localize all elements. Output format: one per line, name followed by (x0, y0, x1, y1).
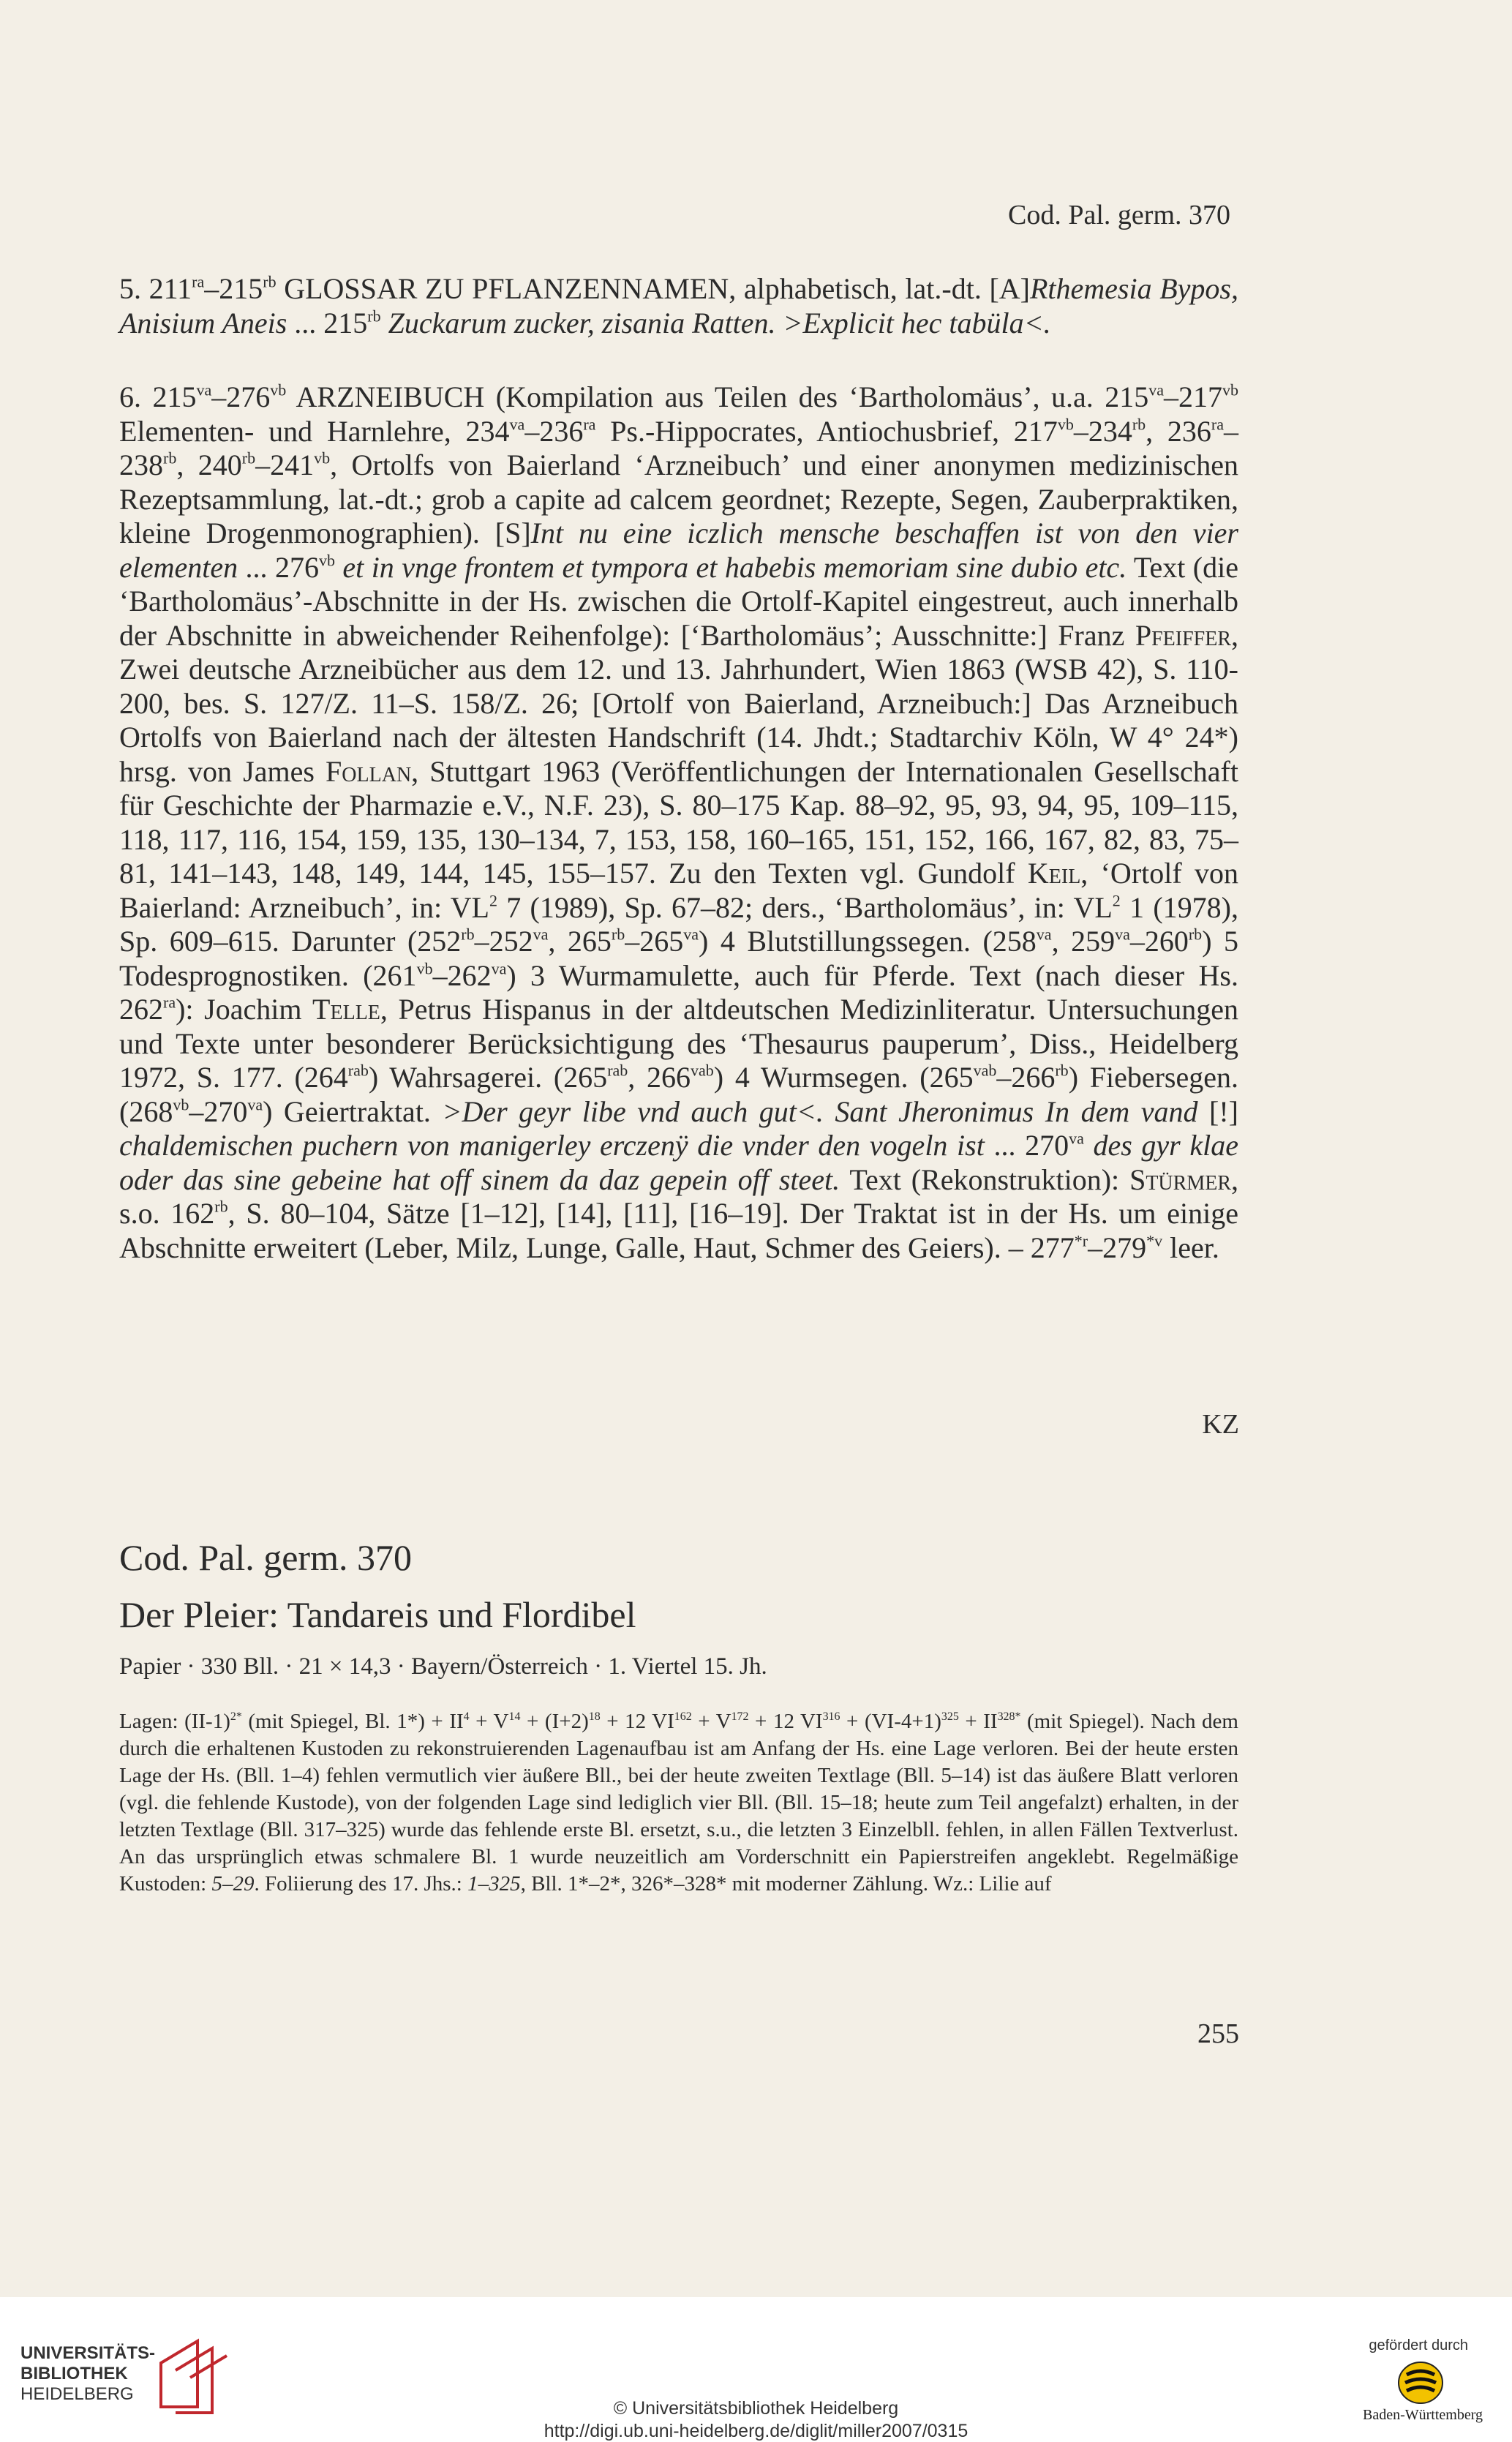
text: GLOSSAR ZU PFLANZENNAMEN, alphabetisch, lat.-dt. [A] (276, 272, 1030, 305)
text: ) 5 Todesprognostiken. (261 (119, 925, 1239, 992)
sup: rb (367, 307, 381, 326)
sup: 14 (508, 1710, 521, 1723)
sup: rb (241, 448, 256, 467)
codex-shelfmark: Cod. Pal. germ. 370 (119, 1537, 412, 1578)
author-name: Stürmer (1129, 1162, 1231, 1196)
text: Ps.-Hippocrates, Antiochusbrief, 217 (595, 414, 1058, 448)
text: Elementen- und Harnlehre, 234 (119, 414, 510, 448)
funder-name: Baden-Württemberg (1362, 2407, 1483, 2423)
text: , Stuttgart 1963 (Veröffentlichungen der Internationalen Gesellschaft für Geschichte der Pharmazie e.V., N.F. 23), S. 80–175 Kap. 88–92, 95, 93, 94, 95, 109–115, 118, 117, 116, 154, 159, 135, 130–134, 7, 153, 158, 160–165, 151, 152, 166, 167, 82, 83, 75–81, 141–143, 148, 149, 144, 145, 155–157. Zu den Texten vgl. Gundolf (119, 754, 1238, 890)
sup: va (1036, 925, 1052, 944)
text: –238 (119, 414, 1238, 481)
footer (0, 2297, 1512, 2441)
sup: va (509, 415, 525, 434)
text: 6. 215 (119, 380, 197, 413)
text: ... 270 (984, 1129, 1069, 1162)
text: ... 215 (287, 306, 368, 339)
text: 7 (1989), Sp. 67–82; ders., ‘Bartholomäus’, in: VL (497, 890, 1113, 924)
sup: rab (347, 1061, 369, 1080)
text: , Zwei deutsche Arzneibücher aus dem 12. und 13. Jahrhundert, Wien 1863 (WSB 42), S. 110-200, bes. S. 127/Z. 11–S. 158/Z. 26; [Ortolf von Baierland, Arzneibuch:] Das Arzneibuch Ortolfs von Baierland nach der ältesten Handschrift (14. Jhdt.; Stadtarchiv Köln, W 4° 24*) hrsg. von James (119, 618, 1238, 788)
text: –215 (204, 272, 263, 305)
text: ): Joachim (176, 993, 313, 1026)
text: , Bll. 1*–2*, 326*–328* mit moderner Zählung. Wz.: Lilie auf (520, 1872, 1052, 1896)
library-line: HEIDELBERG (20, 2384, 134, 2404)
text: ARZNEIBUCH (Kompilation aus Teilen des ‘Bartholomäus’, u.a. 215 (286, 380, 1149, 413)
sup: 316 (822, 1710, 840, 1723)
italic: des gyr klae oder das sine gebeine hat off sinem da daz gepein off steet. (119, 1129, 1238, 1196)
lagen-description (119, 1708, 1238, 1898)
sup: *r (1074, 1231, 1088, 1250)
italic: 5–29 (211, 1872, 255, 1896)
sup: va (196, 380, 212, 399)
text: Darunter (252 (279, 925, 462, 958)
sup: rb (214, 1197, 228, 1216)
text: ) 4 Blutstillungssegen. (258 (699, 925, 1037, 958)
text: , 266 (628, 1061, 691, 1094)
codex-title: Der Pleier: Tandareis und Flordibel (119, 1594, 636, 1635)
italic: Int nu eine iczlich mensche beschaffen ist von den vier elementen (119, 516, 1238, 584)
text: , 265 (548, 925, 612, 958)
library-line: UNIVERSITÄTS- (20, 2343, 156, 2363)
sup: 328* (997, 1710, 1021, 1723)
text: –260 (1129, 925, 1189, 958)
text: 5. 211 (119, 272, 192, 305)
sup: va (1148, 380, 1165, 399)
sup: va (491, 959, 507, 978)
text: , ‘Ortolf von Baierland: Arzneibuch’, in: VL (119, 857, 1238, 924)
text: –252 (474, 925, 533, 958)
text: , 259 (1051, 925, 1116, 958)
sup: vb (416, 959, 433, 978)
sup: vb (1057, 415, 1074, 434)
text: ) 4 Wurmsegen. (265 (713, 1061, 974, 1094)
italic: Rthemesia Bypos, Anisium Aneis (119, 272, 1238, 339)
text: (mit Spiegel, Bl. 1*) + II (241, 1710, 464, 1733)
text: ... 276 (238, 550, 319, 584)
italic: chaldemischen puchern von manigerley erczenÿ die vnder den vogeln ist (119, 1129, 985, 1162)
sup: 2 (1112, 891, 1121, 910)
sup: vb (270, 380, 287, 399)
sup: vab (973, 1061, 997, 1080)
text: ) 3 Wurmamulette, auch für Pferde. Text (nach dieser Hs. 262 (119, 958, 1238, 1026)
text: –236 (524, 414, 584, 448)
sup: 4 (463, 1710, 470, 1723)
italic: et in vnge frontem et tympora et habebis memoriam sine dubio etc. (334, 550, 1127, 584)
text: Text (Rekonstruktion): (840, 1162, 1130, 1196)
sup: ra (1211, 415, 1224, 434)
text: , Ortolfs von Baierland ‘Arzneibuch’ und einer anonymen medizinischen Rezeptsammlung, lat.-dt.; grob a capite ad calcem geordnet; Rezepte, Segen, Zauberpraktiken, kleine Drogenmonographien). [S] (119, 448, 1239, 549)
text: –270 (189, 1094, 248, 1128)
italic: >Der geyr libe vnd auch gut<. Sant Jheronimus In dem vand (442, 1094, 1198, 1128)
text: ) Geiertraktat. (263, 1094, 443, 1128)
text: –241 (255, 448, 315, 481)
text: + 12 VI (600, 1710, 674, 1733)
running-head: Cod. Pal. germ. 370 (1008, 200, 1230, 230)
sup: rb (461, 925, 475, 944)
sup: 2 (489, 891, 497, 910)
sup: vb (318, 551, 335, 570)
text: + V (691, 1710, 731, 1733)
italic: 1–325 (467, 1872, 521, 1896)
text: , S. 80–104, Sätze [1–12], [14], [11], [16–19]. Der Traktat ist in der Hs. um einige Abschnitte erweitert (Leber, Milz, Lunge, Galle, Haut, Schmer des Geiers). – 277 (119, 1197, 1238, 1264)
sup: rab (607, 1061, 628, 1080)
text: , s.o. 162 (119, 1162, 1238, 1230)
sup: 18 (588, 1710, 601, 1723)
text: + 12 VI (748, 1710, 823, 1733)
text: (mit Spiegel). Nach dem durch die erhaltenen Kustoden zu rekonstruierenden Lagenaufbau ist am Anfang der Hs. eine Lage verloren. Bei der heute ersten Lage der Hs. (Bll. 1–4) fehlen vermutlich vier äußere Bll., bei der heute zweiten Textlage (Bll. 5–14) ist das äußere Blatt verloren (vgl. die fehlende Kustode), von der folgenden Lage sind lediglich vier Bll. (Bll. 15–18; heute zum Teil angefalzt) erhalten, in der letzten Textlage (Bll. 317–325) wurde das fehlende erste Bl. ersetzt, s.u., die letzten 3 Einzelbll. fehlen, in allen Fällen Textverlust. An das ursprünglich etwas schmalere Bl. 1 wurde neuzeitlich am Vorderschnitt ein Papierstreifen angeklebt. Regelmäßige Kustoden: (119, 1710, 1238, 1896)
text: 1 (1978), Sp. 609–615. (119, 890, 1239, 958)
text: , Petrus Hispanus in der altdeutschen Medizinliteratur. Untersuchungen und Texte unter besonderer Berücksichtigung des ‘Thesaurus pauperum’, Diss., Heidelberg 1972, S. 177. (264 (119, 993, 1238, 1094)
library-name[interactable] (20, 2343, 155, 2405)
sup: rb (163, 448, 177, 467)
text: –276 (211, 380, 271, 413)
sup: va (1069, 1129, 1084, 1148)
author-name: Follan (326, 754, 412, 788)
sup: rb (1132, 415, 1146, 434)
sup: vb (173, 1095, 189, 1114)
sup: rb (611, 925, 625, 944)
text: –262 (432, 958, 492, 992)
sup: ra (192, 272, 205, 291)
library-line: BIBLIOTHEK (20, 2364, 128, 2383)
baden-wuerttemberg-coat-of-arms-icon[interactable] (1396, 2360, 1445, 2405)
sup: va (683, 925, 699, 944)
text: –279 (1088, 1231, 1147, 1264)
text: . Foliierung des 17. Jhs.: (254, 1872, 468, 1896)
sup: vb (314, 448, 331, 467)
text: Lagen: (II-1) (119, 1710, 230, 1733)
sup: va (1115, 925, 1130, 944)
sup: 172 (731, 1710, 749, 1723)
text: –266 (996, 1061, 1056, 1094)
sup: vb (1222, 380, 1239, 399)
funded-by-label: gefördert durch (1369, 2337, 1468, 2353)
entry-6-paragraph (119, 380, 1238, 1265)
author-initials: KZ (1202, 1409, 1239, 1440)
entry-5 (119, 272, 1238, 340)
sup: rb (1055, 1061, 1069, 1080)
text: ) Fiebersegen. (268 (119, 1061, 1239, 1128)
permalink[interactable]: http://digi.ub.uni-heidelberg.de/diglit/miller2007/0315 (544, 2421, 968, 2441)
copyright: © Universitätsbibliothek Heidelberg (613, 2398, 899, 2419)
sup: va (247, 1095, 263, 1114)
author-name: Keil (1027, 857, 1081, 890)
author-name: Pfeiffer (1135, 618, 1231, 652)
text: [!] (1197, 1094, 1238, 1128)
entry-6 (119, 380, 1238, 1265)
text: –217 (1164, 380, 1223, 413)
sup: ra (583, 415, 596, 434)
sup: vab (691, 1061, 714, 1080)
sup: 2* (230, 1710, 242, 1723)
sup: va (533, 925, 549, 944)
sup: ra (163, 993, 176, 1012)
text: + V (469, 1710, 509, 1733)
sup: 162 (674, 1710, 692, 1723)
text: ) Wahrsagerei. (265 (368, 1061, 608, 1094)
author-name: Telle (312, 993, 380, 1026)
codex-description: Papier · 330 Bll. · 21 × 14,3 · Bayern/Österreich · 1. Viertel 15. Jh. (119, 1653, 767, 1680)
text: –265 (625, 925, 684, 958)
text: Text (die ‘Bartholomäus’-Abschnitte in der Hs. zwischen die Ortolf-Kapitel eingestreut, auch innerhalb der Abschnitte in abweichender Reihenfolge): [‘Bartholomäus’; Ausschnitte:] Franz (119, 550, 1238, 652)
text: + (VI-4+1) (840, 1710, 941, 1733)
page-number: 255 (1197, 2018, 1239, 2049)
sup: rb (1188, 925, 1203, 944)
text: –234 (1073, 414, 1132, 448)
sup: 325 (941, 1710, 959, 1723)
sup: *v (1146, 1231, 1163, 1250)
text: , 240 (176, 448, 242, 481)
sup: rb (263, 272, 277, 291)
text: + II (958, 1710, 998, 1733)
text: , 236 (1146, 414, 1211, 448)
text: leer. (1162, 1231, 1219, 1264)
italic: Zuckarum zucker, zisania Ratten. >Explicit hec tabüla<. (380, 306, 1051, 339)
text: + (I+2) (520, 1710, 589, 1733)
